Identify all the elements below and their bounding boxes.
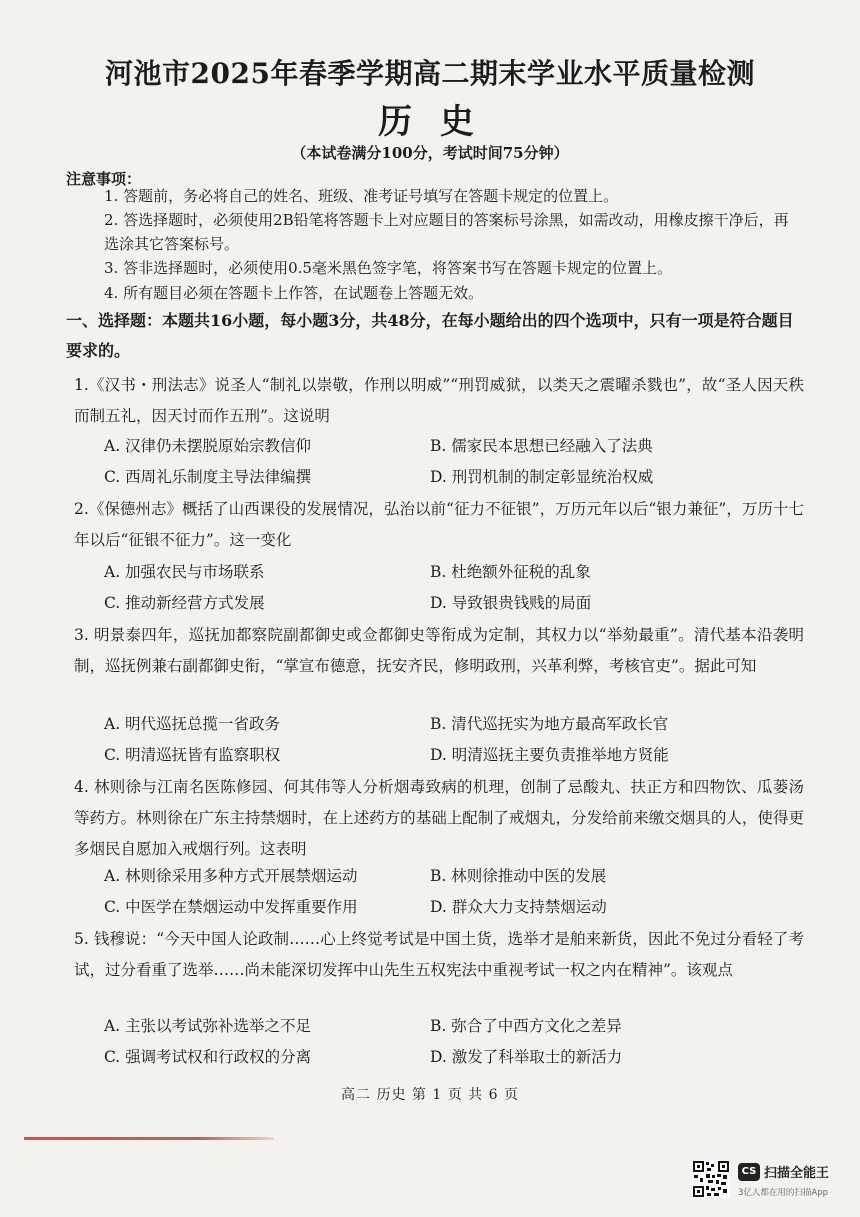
exam-title: 河池市2025年春季学期高二期末学业水平质量检测 xyxy=(105,57,755,90)
question-5-stem: 5. 钱穆说：“今天中国人论政制……心上终觉考试是中国土货，选举才是舶来新货，因此不免过分看轻了考试，过分看重了选举……尚未能深切发挥中山先生五权宪法中重视考试一权之内在精神”。该观点 xyxy=(74,930,804,979)
question-4-option-c: C. 中医学在禁烟运动中发挥重要作用 xyxy=(104,898,358,916)
scanner-tagline: 3亿人都在用的扫描App xyxy=(738,1188,829,1198)
page-footer: 高二 历史 第 1 页 共 6 页 xyxy=(341,1087,519,1103)
question-5-option-d: D. 激发了科举取士的新活力 xyxy=(430,1048,623,1066)
question-1-option-c: C. 西周礼乐制度主导法律编撰 xyxy=(104,468,312,486)
question-2-option-c: C. 推动新经营方式发展 xyxy=(104,594,265,612)
question-3-option-a: A. 明代巡抚总揽一省政务 xyxy=(104,715,281,733)
scanner-logo-icon: CS xyxy=(738,1163,760,1181)
question-3-option-b: B. 清代巡抚实为地方最高军政长官 xyxy=(430,715,669,733)
question-1-option-a: A. 汉律仍未摆脱原始宗教信仰 xyxy=(104,437,312,455)
question-2-option-b: B. 杜绝额外征税的乱象 xyxy=(430,563,591,581)
question-2-stem: 2.《保德州志》概括了山西课役的发展情况，弘治以前“征力不征银”，万历元年以后“银力兼征”，万历十七年以后“征银不征力”。这一变化 xyxy=(74,500,804,549)
question-2-option-a: A. 加强农民与市场联系 xyxy=(104,563,265,581)
notice-heading: 注意事项： xyxy=(66,170,142,188)
qr-code-icon xyxy=(692,1160,730,1198)
question-1-option-b: B. 儒家民本思想已经融入了法典 xyxy=(430,437,653,455)
question-5-option-a: A. 主张以考试弥补选举之不足 xyxy=(104,1017,312,1035)
question-3-option-c: C. 明清巡抚皆有监察职权 xyxy=(104,746,281,764)
notice-item-4: 4. 所有题目必须在答题卡上作答，在试题卷上答题无效。 xyxy=(104,284,484,302)
question-3-stem: 3. 明景泰四年，巡抚加都察院副都御史或佥都御史等衔成为定制，其权力以“举劾最重”。清代基本沿袭明制，巡抚例兼右副都御史衔，“掌宣布德意，抚安齐民，修明政刑，兴革利弊，考核官吏”。据此可知 xyxy=(74,626,804,675)
question-5-option-b: B. 弥合了中西方文化之差异 xyxy=(430,1017,622,1035)
section-heading: 一、选择题：本题共16小题，每小题3分，共48分，在每小题给出的四个选项中，只有一项是符合题目要求的。 xyxy=(66,311,794,360)
question-5-option-c: C. 强调考试权和行政权的分离 xyxy=(104,1048,312,1066)
scanner-app-name: 扫描全能王 xyxy=(764,1166,830,1181)
question-2-option-d: D. 导致银贵钱贱的局面 xyxy=(430,594,592,612)
subject-title: 历 史 xyxy=(378,102,482,142)
notice-item-1: 1. 答题前，务必将自己的姓名、班级、准考证号填写在答题卡规定的位置上。 xyxy=(104,187,619,205)
question-1-stem: 1.《汉书・刑法志》说圣人“制礼以崇敬，作刑以明威”“刑罚威狱，以类天之震曜杀戮也”，故“圣人因天秩而制五礼，因天讨而作五刑”。这说明 xyxy=(74,376,804,425)
notice-item-3: 3. 答非选择题时，必须使用0.5毫米黑色签字笔，将答案书写在答题卡规定的位置上。 xyxy=(104,259,672,277)
question-4-option-b: B. 林则徐推动中医的发展 xyxy=(430,867,607,885)
question-3-option-d: D. 明清巡抚主要负责推举地方贤能 xyxy=(430,746,669,764)
scan-artifact-line xyxy=(24,1137,274,1140)
exam-subtitle: （本试卷满分100分，考试时间75分钟） xyxy=(291,144,569,162)
question-1-option-d: D. 刑罚机制的制定彰显统治权威 xyxy=(430,468,654,486)
question-4-option-d: D. 群众大力支持禁烟运动 xyxy=(430,898,607,916)
question-4-option-a: A. 林则徐采用多种方式开展禁烟运动 xyxy=(104,867,358,885)
question-4-stem: 4. 林则徐与江南名医陈修园、何其伟等人分析烟毒致病的机理，创制了忌酸丸、扶正方和四物饮、瓜蒌汤等药方。林则徐在广东主持禁烟时，在上述药方的基础上配制了戒烟丸，分发给前来缴交烟具的人，使得更多烟民自愿加入戒烟行列。这表明 xyxy=(74,778,804,858)
notice-item-2: 2. 答选择题时，必须使用2B铅笔将答题卡上对应题目的答案标号涂黑，如需改动，用橡皮擦干净后，再选涂其它答案标号。 xyxy=(104,211,789,253)
